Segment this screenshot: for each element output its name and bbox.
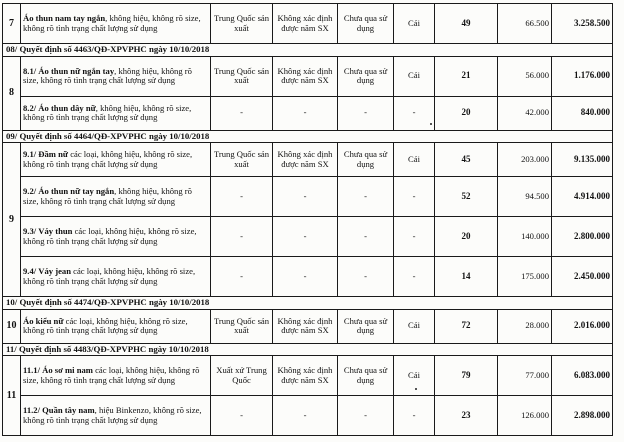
item-title: Áo sơ mi nam [42,365,93,376]
item-details: , không hiệu, không rõ size, không rõ tình trạng chất lượng sử dụng [23,65,192,86]
item-title: Váy jean [38,266,71,277]
unit-price-cell: 94.500 [498,177,552,217]
status-cell: - [338,396,394,436]
item-code: 9.3/ [23,226,37,237]
year-cell: Không xác định được năm SX [273,4,338,44]
unit-cell: Cái [394,56,435,96]
year-cell: - [273,257,338,297]
table-row [3,217,613,257]
item-description [21,309,211,343]
row-number: 11 [3,356,21,436]
item-title: Áo thun nam tay ngắn [23,12,106,23]
quantity-cell: 52 [435,177,498,217]
origin-cell: Trung Quốc sản xuất [211,56,273,96]
unit-price-cell: 140.000 [498,217,552,257]
total-cell: 3.258.500 [552,4,613,44]
unit-price-cell: 126.000 [498,396,552,436]
origin-cell: Xuất xứ Trung Quốc [211,356,273,396]
table-row [3,96,613,130]
year-cell: Không xác định được năm SX [273,309,338,343]
item-title: Áo thun nữ tay ngắn [38,186,115,197]
origin-cell: - [211,217,273,257]
status-cell: - [338,217,394,257]
table-row [3,143,613,177]
unit-price-cell: 203.000 [498,143,552,177]
table-row [3,257,613,297]
status-cell: Chưa qua sử dụng [338,309,394,343]
table-row [3,177,613,217]
unit-price-cell: 77.000 [498,356,552,396]
unit-cell: Cái [394,4,435,44]
section-row [3,297,613,310]
row-number: 10 [3,309,21,343]
year-cell: - [273,217,338,257]
unit-price-cell: 66.500 [498,4,552,44]
origin-cell: Trung Quốc sản xuất [211,309,273,343]
decision-heading: 11/ Quyết định số 4483/QĐ-XPVPHC ngày 10/10/2018 [3,343,613,356]
status-cell: - [338,257,394,297]
item-details: các loại, không hiệu, không rõ size, không rõ tình trạng chất lượng sử dụng [23,315,188,336]
asset-table [2,3,613,436]
item-code: 9.4/ [23,266,37,277]
item-details: , không hiệu, không rõ size, không rõ tình trạng chất lượng sử dụng [23,186,192,206]
total-cell: 4.914.000 [552,177,613,217]
item-details: các loại, không hiệu, không rõ size, không rõ tình trạng chất lượng sử dụng [23,365,200,385]
scan-speck [415,388,417,390]
total-cell: 2.450.000 [552,257,613,297]
item-details: , không hiệu, không rõ size, không rõ tình trạng chất lượng sử dụng [23,12,201,33]
year-cell: Không xác định được năm SX [273,56,338,96]
status-cell: Chưa qua sử dụng [338,56,394,96]
total-cell: 9.135.000 [552,143,613,177]
item-description [21,177,211,217]
total-cell: 2.800.000 [552,217,613,257]
origin-cell: Trung Quốc sản xuất [211,143,273,177]
item-description [21,96,211,130]
unit-price-cell: 175.000 [498,257,552,297]
origin-cell: - [211,177,273,217]
status-cell: - [338,96,394,130]
decision-heading: 09/ Quyết định số 4464/QĐ-XPVPHC ngày 10/10/2018 [3,130,613,143]
unit-price-cell: 42.000 [498,96,552,130]
year-cell: - [273,177,338,217]
item-code: 11.1/ [23,365,40,376]
origin-cell: Trung Quốc sản xuất [211,4,273,44]
total-cell: 2.016.000 [552,309,613,343]
quantity-cell: 21 [435,56,498,96]
year-cell: - [273,396,338,436]
unit-cell: - [394,96,435,130]
item-description [21,356,211,396]
total-cell: 2.898.000 [552,396,613,436]
status-cell: Chưa qua sử dụng [338,4,394,44]
total-cell: 6.083.000 [552,356,613,396]
table-row [3,356,613,396]
item-description [21,4,211,44]
unit-cell: - [394,177,435,217]
decision-heading: 10/ Quyết định số 4474/QĐ-XPVPHC ngày 10/10/2018 [3,297,613,310]
item-title: Áo thun nữ ngắn tay [38,65,115,76]
unit-cell: - [394,257,435,297]
item-title: Áo kiểu nữ [23,315,64,326]
unit-price-cell: 28.000 [498,309,552,343]
quantity-cell: 20 [435,96,498,130]
item-code: 8.2/ [23,102,37,113]
item-code: 8.1/ [23,65,37,76]
unit-price-cell: 56.000 [498,56,552,96]
quantity-cell: 23 [435,396,498,436]
item-code: 11.2/ [23,405,40,416]
year-cell: - [273,96,338,130]
table-row [3,309,613,343]
section-row [3,343,613,356]
item-details: các loại, không hiệu, không rõ size, không rõ tình trạng chất lượng sử dụng [23,266,196,286]
quantity-cell: 79 [435,356,498,396]
origin-cell: - [211,396,273,436]
item-details: , không hiệu, không rõ size, không rõ tình trạng chất lượng sử dụng [23,102,192,123]
quantity-cell: 14 [435,257,498,297]
unit-cell: Cái [394,356,435,396]
unit-cell: Cái [394,143,435,177]
decision-heading: 08/ Quyết định số 4463/QĐ-XPVPHC ngày 10/10/2018 [3,44,613,57]
item-details: các loại, không hiệu, không rõ size, không rõ tình trạng chất lượng sử dụng [23,226,197,246]
row-number: 7 [3,4,21,44]
section-row [3,130,613,143]
item-description [21,396,211,436]
quantity-cell: 20 [435,217,498,257]
item-title: Áo thun dây nữ [38,102,96,113]
origin-cell: - [211,96,273,130]
item-title: Quần tây nam [42,405,95,416]
item-title: Váy thun [38,226,73,237]
unit-cell: - [394,217,435,257]
row-number: 9 [3,143,21,297]
total-cell: 1.176.000 [552,56,613,96]
table-row [3,56,613,96]
quantity-cell: 72 [435,309,498,343]
section-row [3,44,613,57]
item-title: Đầm nữ [38,149,69,160]
table-row [3,4,613,44]
quantity-cell: 49 [435,4,498,44]
item-code: 9.2/ [23,186,37,197]
origin-cell: - [211,257,273,297]
year-cell: Không xác định được năm SX [273,356,338,396]
item-description [21,217,211,257]
unit-cell: - [394,396,435,436]
table-row [3,396,613,436]
status-cell: - [338,177,394,217]
unit-cell: Cái [394,309,435,343]
year-cell: Không xác định được năm SX [273,143,338,177]
status-cell: Chưa qua sử dụng [338,356,394,396]
total-cell: 840.000 [552,96,613,130]
row-number: 8 [3,56,21,130]
status-cell: Chưa qua sử dụng [338,143,394,177]
item-description [21,56,211,96]
item-details: các loại, không hiệu, không rõ size, không rõ tình trạng chất lượng sử dụng [23,149,193,169]
item-description [21,257,211,297]
item-description [21,143,211,177]
quantity-cell: 45 [435,143,498,177]
item-details: , hiệu Binkenzo, không rõ size, không rõ tình trạng chất lượng sử dụng [23,405,202,425]
scan-speck [430,123,432,125]
item-code: 9.1/ [23,149,37,160]
